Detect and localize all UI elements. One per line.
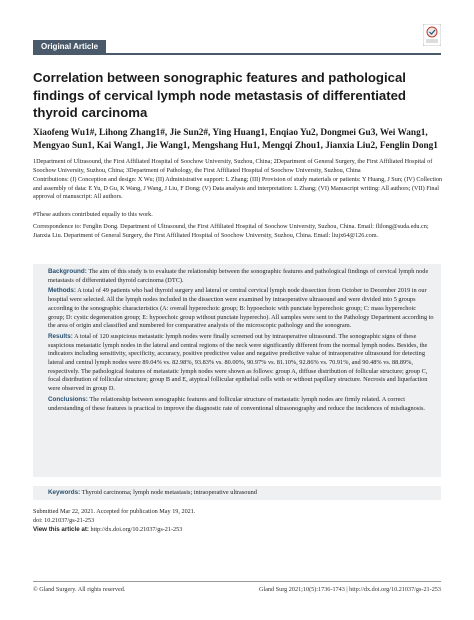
footer-copyright: © Gland Surgery. All rights reserved. [33,586,126,593]
article-title: Correlation between sonographic features and pathological findings of cervical lymph node metastasis of differentiated thyroid carcinoma [33,70,406,120]
conclusions-label: Conclusions: [48,395,88,403]
affiliations: 1Department of Ultrasound, the First Affiliated Hospital of Soochow University, Suzhou, China; 2Department of General Surgery, the First Affiliated Hospital of Soochow University, Suzhou, China; 3Department of Pathology, the First Affiliated Hospital of Soochow University, Suzhou, China [33,158,433,174]
equal-contribution-note: #These authors contributed equally to this work. [33,211,153,218]
background-label: Background: [48,268,87,275]
abstract-conclusions [48,396,434,413]
results-label: Results: [48,332,73,340]
abstract-background [48,268,434,285]
conclusions-text: The relationship between sonographic features and follicular structure of metastatic lymph nodes are firmly related. A correct understanding of these features is practical to improve the diagnostic rate of conventional ultrasonography and reduce the incidences of misdiagnosis. [48,395,425,412]
methods-text: A total of 49 patients who had thyroid surgery and lateral or central cervical lymph node dissection from October to December 2019 in our hospital were selected. All the lymph nodes included in the dissection were examined by intraoperative ultrasound and were divided into 5 groups according to the sonographic characteristics (A: overall hyperechoic group; B: hypoechoic with punctate hyperechoic group; C: mass hyperechoic group; D: cystic degeneration group; E: hypoechoic group without punctate hyperecho). All samples were sent to the Pathology Department according to the area of origin and classified and numbered for comparative analysis of the microscopic pathology and the sonogram. [48,287,434,330]
page-top-margin [0,0,474,38]
footer-rule [33,581,441,582]
abstract-methods [48,287,434,331]
background-text: The aim of this study is to evaluate the relationship between the sonographic features and pathological findings of cervical lymph node metastasis of differentiated thyroid carcinoma (DTC). [48,268,429,284]
doi: doi: 10.21037/gs-21-253 [33,517,95,525]
author-list: Xiaofeng Wu1#, Lihong Zhang1#, Jie Sun2#, Ying Huang1, Enqiao Yu2, Dongmei Gu3, Wei Wang1, Mengyao Sun1, Kai Wang1, Jie Wang1, Mengshang Hu1, Mengqi Zhou1, Jianxia Liu2, Fenglin Dong1 [33,128,438,151]
results-text: A total of 120 suspicious metastatic lymph nodes were finally screened out by intraoperative ultrasound. The sonographic signs of these suspicious metastatic lymph nodes in the lateral and central regions of the neck were significantly different from the normal lymph nodes. Besides, the indicators including sensitivity, specificity, accuracy, positive predictive value and negative predictive value of intraoperative ultrasound for detecting lateral and central lymph nodes were 89.04% vs. 82.98%, 93.83% vs. 80.00%, 90.97% vs. 81.10%, 92.86% vs. 70.91%, and 90.48% vs. 88.89%, respectively. The pathological features of metastatic lymph nodes were shown as follows: group A, diffuse distribution of follicular structure; group C, focal distribution of follicular structure; group B and E, atypical follicular epithelial cells with or without papillary structure. Necrosis and liquefaction were observed in group D. [48,332,428,393]
article-type-tag: Original Article [33,40,106,53]
crossmark-icon[interactable] [423,24,441,46]
submission-dates: Submitted Mar 22, 2021. Accepted for publication May 19, 2021. [33,508,196,515]
submission-info [33,507,443,535]
abstract-results [48,333,434,394]
correspondence: Correspondence to: Fenglin Dong. Department of Ultrasound, the First Affiliated Hospital of Soochow University, Suzhou, China. Email: flilong@suda.edu.cn; Jianxia Liu. Department of General Surgery, the First Affiliated Hospital of Soochow University, Suzhou, China. Email: liujx64@126.com. [33,223,429,239]
view-link[interactable]: http://dx.doi.org/10.21037/gs-21-253 [90,526,183,534]
header-rule [33,53,441,55]
footer-citation: Gland Surg 2021;10(5):1736-1743 | http://dx.doi.org/10.21037/gs-21-253 [259,586,441,593]
view-article [33,525,443,534]
keywords-label: Keywords: [48,489,81,496]
abstract-text [48,268,434,415]
contributions: Contributions: (I) Conception and design: X Wu; (II) Administrative support: L Zhang; (III) Provision of study materials or patients: Y Huang, J Sun; (IV) Collection and assembly of data: E Yu, D Gu, K Wang, J Wang, J Liu, F Dong; (V) Data analysis and interpretation: L Zhang; (VI) Manuscript writing: All authors; (VII) Final approval of manuscript: All authors. [33,176,443,201]
methods-label: Methods: [48,287,76,295]
keywords [48,489,434,498]
view-label: View this article at: [33,526,89,534]
keywords-text: Thyroid carcinoma; lymph node metastasis; intraoperative ultrasound [81,489,257,496]
